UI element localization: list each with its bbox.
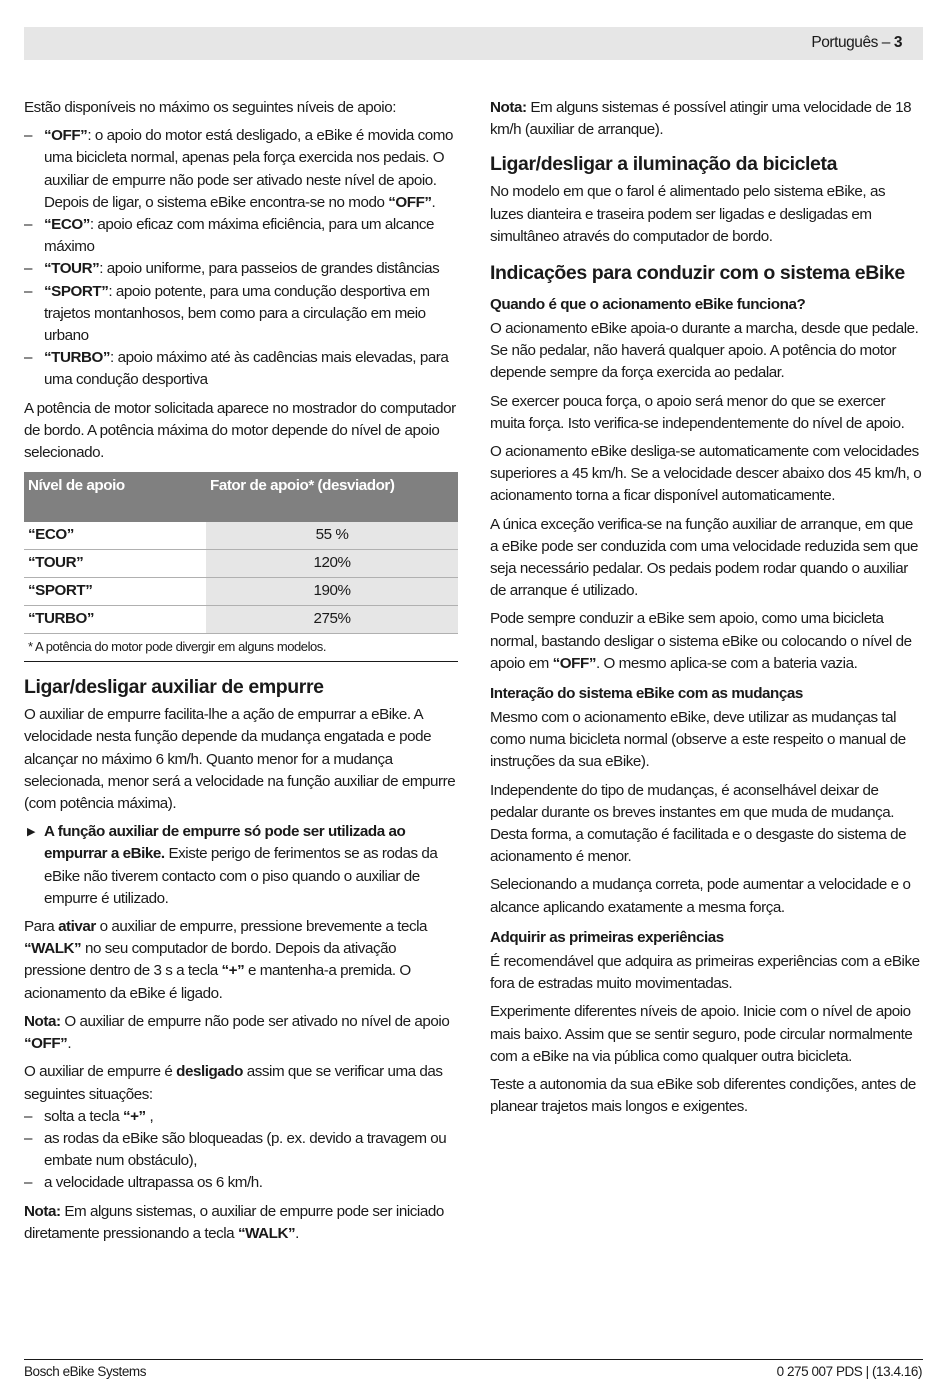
list-item-text: solta a tecla (44, 1107, 123, 1125)
table-row (24, 522, 458, 550)
header-band (24, 27, 923, 60)
level-text: : o apoio do motor está desligado, a eBike é movida como uma bicicleta normal, apenas pela força exercida nos pedais. O auxiliar de empurre não pode ser ativado neste nível de apoio. (44, 127, 453, 189)
note-text: Em alguns sistemas, o auxiliar de empurre pode ser iniciado diretamente pressionando a tecla (24, 1202, 444, 1242)
off-paragraph (24, 1061, 458, 1105)
experience-paragraph-2: Experimente diferentes níveis de apoio. Inicie com o nível de apoio mais baixo. Assim que se sentir seguro, pode circular normalmente com a eBike na via pública como qualquer outra bicicleta. (490, 1003, 913, 1065)
note-label: Nota: (490, 99, 527, 116)
note-paragraph (24, 1201, 458, 1245)
level-text: : apoio uniforme, para passeios de grandes distâncias (99, 260, 440, 278)
header-separator: – (877, 34, 894, 51)
experience-paragraph-1: É recomendável que adquira as primeiras experiências com a eBike fora de estradas muito movimentadas. (490, 952, 920, 993)
left-column (24, 97, 458, 1251)
level-name: “SPORT” (44, 282, 109, 300)
table-cell-level: “SPORT” (24, 578, 206, 606)
levels-intro: Estão disponíveis no máximo os seguintes níveis de apoio: (24, 99, 396, 116)
note-text: Em alguns sistemas é possível atingir uma velocidade de 18 km/h (auxiliar de arranque). (490, 99, 912, 139)
list-item-text: as rodas da eBike são bloqueadas (p. ex. devido a travagem ou embate num obstáculo), (44, 1129, 447, 1170)
footer-document-id: 0 275 007 PDS | (13.4.16) (776, 1364, 922, 1379)
page-header (811, 33, 902, 53)
gears-paragraph-3: Selecionando a mudança correta, pode aumentar a velocidade e o alcance aplicando exatamente a mesma força. (490, 876, 911, 916)
list-item (24, 1172, 458, 1194)
note-text: O auxiliar de empurre não pode ser ativado no nível de apoio (60, 1012, 450, 1030)
table-cell-factor: 190% (206, 578, 458, 606)
walk-key-label: “WALK” (237, 1224, 296, 1242)
level-item-off (24, 125, 458, 214)
level-extra (44, 192, 458, 214)
off-conditions-list (24, 1106, 458, 1195)
level-extra-end: . (431, 193, 436, 211)
table-cell-factor: 275% (206, 606, 458, 634)
text-run: assim que se verificar uma das seguintes situações: (24, 1063, 443, 1103)
table-row (24, 550, 458, 578)
text-run: no seu computador de bordo. Depois da ativação pressione dentro de 3 s a tecla (24, 940, 397, 980)
triangle-right-icon: ▶ (27, 826, 36, 839)
text-run: e mantenha-a premida. O acionamento da eBike é ligado. (24, 962, 411, 1002)
level-text: : apoio máximo até às cadências mais elevadas, para uma condução desportiva (44, 349, 449, 389)
table-cell-level: “ECO” (24, 522, 206, 550)
table-row (24, 606, 458, 634)
level-extra-text: Depois de ligar, o sistema eBike encontra-se no modo (44, 193, 389, 211)
gears-paragraph-2: Independente do tipo de mudanças, é aconselhável deixar de pedalar durante os breves instantes em que muda de mudança. Desta forma, a comutação é facilitada e o desgaste do sistema de acionamento é menor. (490, 781, 907, 866)
walk-assist-paragraph: O auxiliar de empurre facilita-lhe a ação de empurrar a eBike. A velocidade nesta função depende da mudança engatada e pode alcançar no máximo 6 km/h. Quanto menor for a mudança selecionada, menor será a velocidade na função auxiliar de empurre (com potência máxima). (24, 706, 456, 813)
walk-key-label: “WALK” (24, 940, 82, 958)
support-levels-list (24, 125, 458, 391)
level-text: : apoio eficaz com máxima eficiência, para um alcance máximo (44, 216, 435, 256)
text-run: o auxiliar de empurre, pressione brevemente a tecla (95, 918, 428, 936)
when-paragraph-3: O acionamento eBike desliga-se automaticamente com velocidades superiores a 45 km/h. Se a velocidade descer abaixo dos 45 km/h, o acionamento torna a ficar disponível automaticamente. (490, 443, 922, 505)
list-item-end: , (145, 1107, 154, 1125)
footer-divider (24, 1359, 923, 1360)
note-paragraph (490, 97, 922, 141)
when-heading: Quando é que o acionamento eBike funciona? (490, 296, 806, 314)
footer-brand: Bosch eBike Systems (24, 1364, 147, 1379)
text-run: Para (24, 918, 59, 936)
support-factor-table (24, 472, 458, 634)
level-name: “OFF” (44, 127, 88, 145)
level-item-eco (24, 214, 458, 258)
table-row (24, 578, 458, 606)
plus-key-label: “+” (221, 962, 245, 980)
level-name: “ECO” (44, 216, 90, 234)
table-cell-level: “TOUR” (24, 550, 206, 578)
header-language: Português (811, 34, 878, 51)
table-cell-level: “TURBO” (24, 606, 206, 634)
lighting-paragraph: No modelo em que o farol é alimentado pelo sistema eBike, as luzes dianteira e traseira podem ser ligadas e desligadas em simultâneo através do computador de bordo. (490, 183, 886, 245)
warning-bold: A função auxiliar de empurre só pode ser utilizada ao empurrar a eBike. (44, 823, 406, 863)
experience-heading: Adquirir as primeiras experiências (490, 928, 724, 946)
when-paragraph-2: Se exercer pouca força, o apoio será menor do que se exercer muita força. Isto verifica-se independentemente do nível de apoio. (490, 392, 905, 432)
when-paragraph-1: O acionamento eBike apoia-o durante a marcha, desde que pedale. Se não pedalar, não haverá qualquer apoio. A potência do motor depende sempre da força exercida ao pedalar. (490, 320, 919, 382)
gears-paragraph-1: Mesmo com o acionamento eBike, deve utilizar as mudanças tal como numa bicicleta normal (observe a este respeito o manual de instruções da sua eBike). (490, 709, 906, 771)
text-run-bold: desligado (176, 1063, 243, 1081)
table-footnote: * A potência do motor pode divergir em alguns modelos. (24, 634, 458, 662)
list-item (24, 1106, 458, 1128)
table-header-level: Nível de apoio (24, 472, 206, 522)
note-end: . (295, 1224, 299, 1242)
note-label: Nota: (24, 1202, 61, 1220)
riding-heading: Indicações para conduzir com o sistema eBike (490, 262, 905, 285)
text-run-bold: ativar (58, 918, 96, 936)
text-run: . O mesmo aplica-se com a bateria vazia. (595, 654, 858, 672)
power-paragraph: A potência de motor solicitada aparece no mostrador do computador de bordo. A potência máxima do motor depende do nível de apoio selecionado. (24, 399, 456, 462)
activate-paragraph (24, 916, 458, 1005)
level-name: “OFF” (552, 654, 596, 672)
warning-text: Existe perigo de ferimentos se as rodas da eBike não tiverem contacto com o piso quando o auxiliar de empurre é utilizado. (44, 845, 438, 907)
level-item-turbo (24, 347, 458, 391)
when-paragraph-4: A única exceção verifica-se na função auxiliar de arranque, em que a eBike pode ser conduzida com uma velocidade reduzida sem que seja necessário pedalar. Os pedais podem rodar quando o auxiliar de arranque é utilizado. (490, 515, 918, 600)
note-level-name: “OFF” (24, 1035, 68, 1053)
text-run: O auxiliar de empurre é (24, 1063, 177, 1081)
warning-item (24, 821, 458, 910)
level-item-tour (24, 258, 458, 280)
experience-paragraph-3: Teste a autonomia da sua eBike sob diferentes condições, antes de planear trajetos mais longos e exigentes. (490, 1075, 916, 1116)
level-extra-name: “OFF” (388, 193, 432, 211)
level-text: : apoio potente, para uma condução desportiva em trajetos montanhosos, bem como para a circulação em meio urbano (44, 282, 430, 345)
level-item-sport (24, 281, 458, 348)
level-name: “TURBO” (44, 349, 111, 367)
plus-key-label: “+” (122, 1107, 146, 1125)
when-paragraph-5 (490, 608, 922, 675)
gears-heading: Interação do sistema eBike com as mudanças (490, 685, 803, 703)
note-end: . (67, 1035, 72, 1053)
list-item-text: a velocidade ultrapassa os 6 km/h. (44, 1174, 263, 1192)
level-name: “TOUR” (44, 260, 100, 278)
table-cell-factor: 120% (206, 550, 458, 578)
page-number: 3 (893, 34, 902, 51)
note-label: Nota: (24, 1012, 61, 1030)
table-header-row (24, 472, 458, 522)
table-header-factor: Fator de apoio* (desviador) (206, 472, 458, 522)
walk-assist-heading: Ligar/desligar auxiliar de empurre (24, 676, 324, 699)
note-paragraph (24, 1011, 458, 1055)
list-item (24, 1128, 458, 1172)
table-cell-factor: 55 % (206, 522, 458, 550)
text-run: Pode sempre conduzir a eBike sem apoio, como uma bicicleta normal, bastando desligar o sistema eBike ou colocando o nível de apoio em (490, 610, 912, 672)
lighting-heading: Ligar/desligar a iluminação da bicicleta (490, 153, 838, 176)
right-column (490, 97, 922, 1124)
